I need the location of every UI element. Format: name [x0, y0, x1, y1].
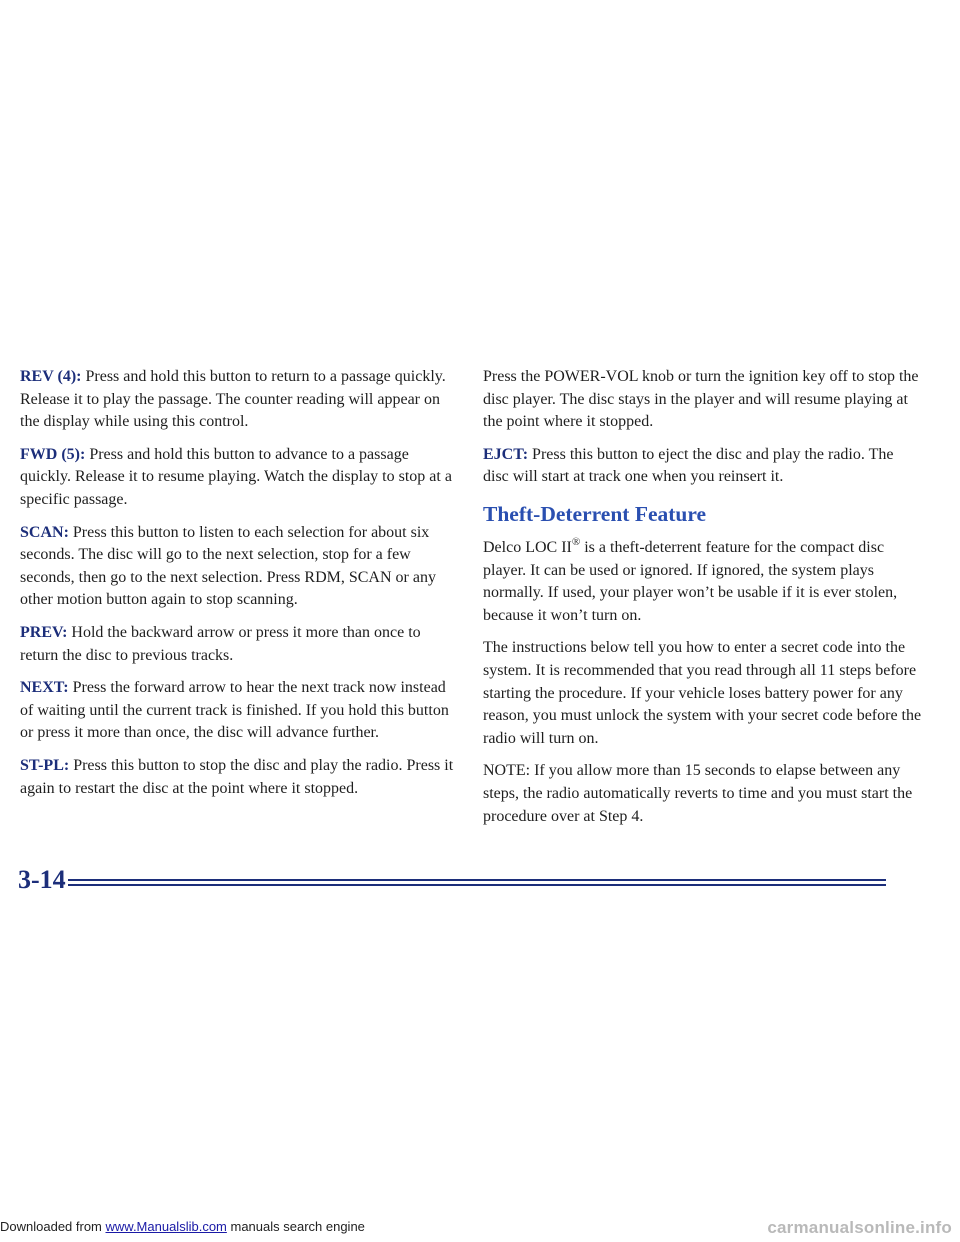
watermark-text: carmanualsonline.info	[767, 1218, 952, 1237]
scan-term: SCAN:	[20, 523, 69, 541]
ejct-paragraph	[483, 444, 923, 489]
manualslib-link[interactable]: www.Manualslib.com	[105, 1219, 227, 1234]
st-pl-paragraph	[20, 755, 460, 800]
footer-prefix: Downloaded from	[0, 1219, 106, 1234]
rev-paragraph	[20, 366, 460, 434]
prev-text: Hold the backward arrow or press it more than once to return the disc to previous tracks.	[20, 623, 421, 664]
footer-suffix: manuals search engine	[226, 1219, 365, 1234]
fwd-term: FWD (5):	[20, 445, 86, 463]
left-column	[20, 366, 460, 810]
scan-text: Press this button to listen to each selection for about six seconds. The disc will go to the next selection, stop for a few seconds, then go to the next selection. Press RDM, SCAN or any other motion button again to stop scanning.	[20, 523, 436, 609]
theft-paragraph-1	[483, 537, 923, 627]
fwd-paragraph	[20, 444, 460, 512]
st-pl-term: ST-PL:	[20, 756, 70, 774]
rev-term: REV (4):	[20, 368, 82, 385]
theft-note-paragraph: NOTE: If you allow more than 15 seconds to elapse between any steps, the radio automatically reverts to time and you must start the procedure over at Step 4.	[483, 762, 913, 825]
rev-text: Press and hold this button to return to a passage quickly. Release it to play the passage. The counter reading will appear on the display while using this control.	[20, 368, 446, 431]
right-column	[483, 366, 923, 838]
next-term: NEXT:	[20, 679, 69, 697]
page-number: 3-14	[18, 865, 66, 894]
st-pl-text: Press this button to stop the disc and play the radio. Press it again to restart the disc at the point where it stopped.	[20, 756, 454, 797]
scan-paragraph	[20, 522, 460, 612]
theft-paragraph-2: The instructions below tell you how to enter a secret code into the system. It is recommended that you read through all 11 steps before starting the procedure. If your vehicle loses battery power for any reason, you must unlock the system with your secret code before the radio will turn on.	[483, 639, 922, 747]
rule-line-bottom	[68, 884, 886, 886]
ejct-text: Press this button to eject the disc and play the radio. The disc will start at track one when you reinsert it.	[483, 445, 894, 486]
prev-paragraph	[20, 622, 460, 667]
fwd-text: Press and hold this button to advance to a passage quickly. Release it to resume playing. Watch the display to stop at a specific passage.	[20, 445, 452, 508]
rule-line-top	[68, 879, 886, 881]
download-footer	[0, 1219, 365, 1234]
registered-mark: ®	[571, 535, 581, 548]
next-text: Press the forward arrow to hear the next track now instead of waiting until the current track is finished. If you hold this button or press it more than once, the disc will advance further.	[20, 679, 449, 742]
next-paragraph	[20, 677, 460, 745]
theft-p1-after: is a theft-deterrent feature for the compact disc player. It can be used or ignored. If ignored, the system plays normally. If used, your player won’t be usable if it is ever stolen, because it won’t turn on.	[483, 538, 898, 624]
theft-deterrent-heading: Theft-Deterrent Feature	[483, 501, 707, 526]
page-rule	[68, 879, 886, 887]
prev-term: PREV:	[20, 623, 68, 641]
theft-p1-before: Delco LOC II	[483, 538, 572, 556]
ejct-term: EJCT:	[483, 445, 529, 463]
power-vol-paragraph: Press the POWER-VOL knob or turn the ignition key off to stop the disc player. The disc stays in the player and will resume playing at the point where it stopped.	[483, 368, 919, 431]
